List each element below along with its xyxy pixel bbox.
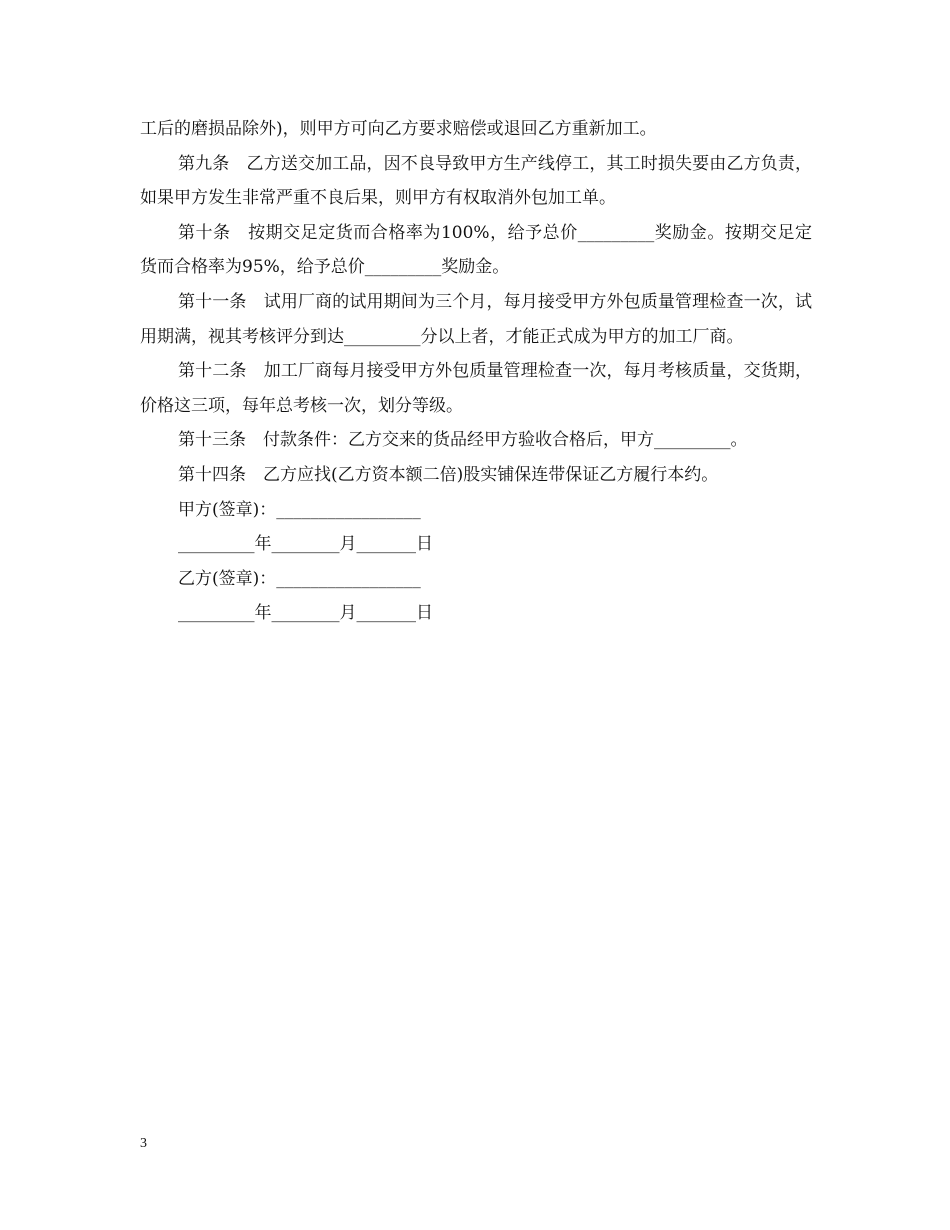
- contract-body: [140, 112, 812, 631]
- party-b-date: _________年________月_______日: [178, 603, 433, 624]
- party-a-date: _________年________月_______日: [178, 534, 433, 555]
- article-9: 第九条 乙方送交加工品，因不良导致甲方生产线停工，其工时损失要由乙方负责，如果甲方发生非常严重不良后果，则甲方有权取消外包加工单。: [140, 153, 812, 209]
- party-b-signature: 乙方(签章)：_________________: [178, 568, 421, 589]
- article-12: 第十二条 加工厂商每月接受甲方外包质量管理检查一次，每月考核质量，交货期，价格这三项，每年总考核一次，划分等级。: [140, 361, 812, 416]
- article-13: 第十三条 付款条件：乙方交来的货品经甲方验收合格后，甲方_________。: [178, 430, 748, 451]
- article-10: 第十条 按期交足定货而合格率为100%，给予总价_________奖励金。按期交足定货而合格率为95%，给予总价_________奖励金。: [140, 222, 812, 278]
- article-11: 第十一条 试用厂商的试用期间为三个月，每月接受甲方外包质量管理检查一次，试用期满，视其考核评分到达_________分以上者，才能正式成为甲方的加工厂商。: [140, 291, 812, 347]
- party-a-signature: 甲方(签章)：_________________: [178, 499, 421, 520]
- page-number: 3: [140, 1136, 147, 1151]
- paragraph-continuation: 工后的磨损品除外)，则甲方可向乙方要求赔偿或退回乙方重新加工。: [140, 119, 657, 139]
- article-14: 第十四条 乙方应找(乙方资本额二倍)股实铺保连带保证乙方履行本约。: [178, 464, 719, 485]
